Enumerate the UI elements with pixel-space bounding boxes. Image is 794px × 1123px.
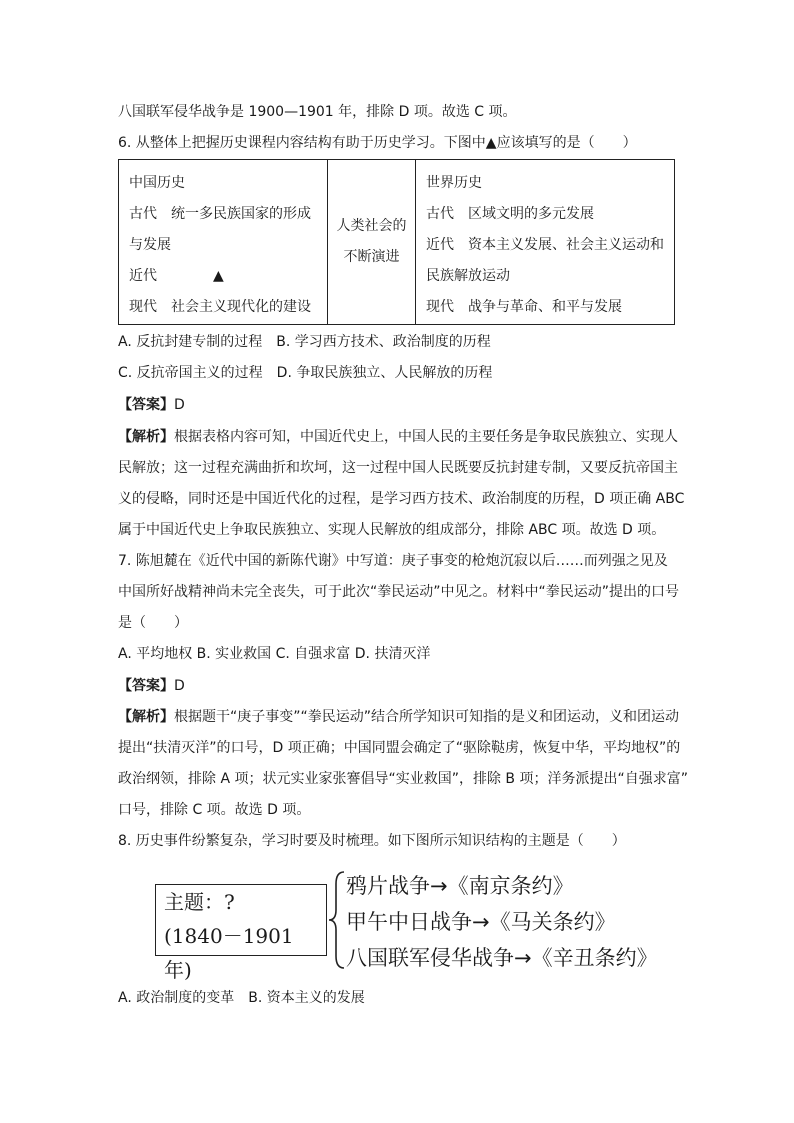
diagram-row-3: 八国联军侵华战争→《辛丑条约》: [346, 946, 658, 970]
q7-options: A. 平均地权 B. 实业救国 C. 自强求富 D. 扶清灭洋: [118, 646, 431, 662]
china-ancient: 古代 统一多民族国家的形成: [129, 205, 311, 222]
theme-box-years: (1840－1901 年): [164, 924, 294, 982]
q7-analysis-4: 口号，排除 C 项。故选 D 项。: [118, 802, 311, 818]
world-modern-cont: 民族解放运动: [426, 267, 510, 284]
q8-options-ab: A. 政治制度的变革 B. 资本主义的发展: [118, 990, 365, 1006]
q7-analysis-3: 政治纲领，排除 A 项；状元实业家张謇倡导“实业救国”，排除 B 项；洋务派提出“自强求富”: [118, 771, 688, 787]
q7-stem-3: 是（ ）: [118, 615, 188, 631]
middle-cell: [328, 160, 416, 325]
knowledge-structure-diagram: [150, 870, 658, 982]
china-contemporary: 现代 社会主义现代化的建设: [129, 298, 311, 315]
q7-analysis-2: 提出“扶清灭洋”的口号，D 项正确；中国同盟会确定了“驱除鞑虏，恢复中华，平均地权”的: [118, 740, 681, 756]
china-modern: 近代 ▲: [129, 261, 319, 292]
knowledge-table: [118, 159, 675, 325]
china-ancient-cont: 与发展: [129, 236, 171, 253]
china-history-cell: [119, 160, 328, 325]
world-modern: 近代 资本主义发展、社会主义运动和: [426, 236, 664, 253]
q6-analysis-2: 民解放；这一过程充满曲折和坎坷，这一过程中国人民既要反抗封建专制，又要反抗帝国主: [118, 460, 678, 476]
q6-analysis-4: 属于中国近代史上争取民族独立、实现人民解放的组成部分，排除 ABC 项。故选 D 项。: [118, 522, 666, 538]
middle-text-1: 人类社会的: [336, 218, 407, 234]
world-ancient: 古代 区域文明的多元发展: [426, 205, 594, 222]
q7-answer: 【答案】D: [118, 678, 185, 694]
diagram-row-1: 鸦片战争→《南京条约》: [346, 874, 574, 898]
q6-stem: 6. 从整体上把握历史课程内容结构有助于历史学习。下图中▲应该填写的是（ ）: [118, 135, 637, 151]
q6-analysis-3: 义的侵略，同时还是中国近代化的过程，是学习西方技术、政治制度的历程，D 项正确 ABC: [118, 491, 685, 507]
world-history-title: 世界历史: [426, 174, 482, 191]
q7-analysis-1: 【解析】根据题干“庚子事变”“拳民运动”结合所学知识可知指的是义和团运动，义和团运动: [118, 709, 680, 725]
q6-analysis-1: 【解析】根据表格内容可知，中国近代史上，中国人民的主要任务是争取民族独立、实现人: [118, 429, 678, 445]
q6-options-ab: A. 反抗封建专制的过程 B. 学习西方技术、政治制度的历程: [118, 334, 491, 350]
q8-stem: 8. 历史事件纷繁复杂，学习时要及时梳理。如下图所示知识结构的主题是（ ）: [118, 833, 626, 849]
middle-text-2: 不断演进: [343, 249, 400, 265]
q6-options-cd: C. 反抗帝国主义的过程 D. 争取民族独立、人民解放的历程: [118, 365, 493, 381]
theme-box-title: 主题：?: [164, 890, 235, 914]
diagram-row-2: 甲午中日战争→《马关条约》: [346, 910, 616, 934]
q7-stem-2: 中国所好战精神尚未完全丧失，可于此次“拳民运动”中见之。材料中“拳民运动”提出的口号: [118, 584, 680, 600]
world-contemporary: 现代 战争与革命、和平与发展: [426, 298, 622, 315]
theme-box: [155, 884, 327, 982]
q6-answer: 【答案】D: [118, 397, 185, 413]
top-line: 八国联军侵华战争是 1900—1901 年，排除 D 项。故选 C 项。: [118, 104, 517, 120]
world-history-cell: [416, 160, 675, 325]
china-history-title: 中国历史: [129, 174, 185, 191]
q7-stem-1: 7. 陈旭麓在《近代中国的新陈代谢》中写道：庚子事变的枪炮沉寂以后……而列强之见及: [118, 553, 668, 569]
brace-icon: [328, 870, 346, 970]
triangle-marker: ▲: [213, 267, 224, 284]
